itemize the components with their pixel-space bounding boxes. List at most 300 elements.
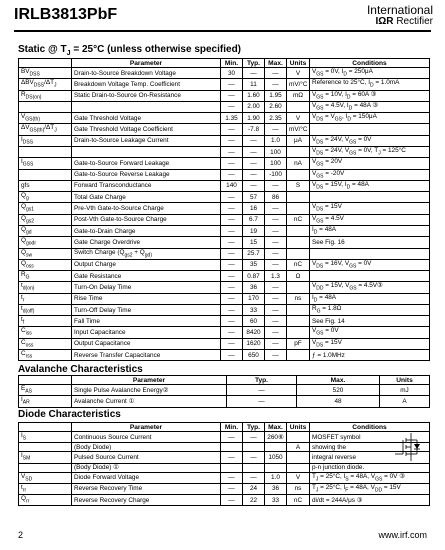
table-row xyxy=(19,432,430,443)
table-cell: 33 xyxy=(265,495,287,506)
column-header: Max. xyxy=(265,423,287,432)
table-cell: 6.7 xyxy=(243,214,265,225)
table-cell: Reverse Recovery Time xyxy=(72,483,221,494)
table-row xyxy=(19,282,430,293)
table-cell xyxy=(287,248,310,259)
table-cell: V xyxy=(287,472,310,483)
table-cell: (Body Diode) ① xyxy=(72,463,221,472)
table-cell xyxy=(287,192,310,203)
table-cell: Reference to 25°C, $I_D = 1.0mA$ xyxy=(310,79,430,90)
brand-logo xyxy=(367,5,433,27)
table-cell: — xyxy=(221,203,243,214)
table-cell: — xyxy=(265,316,287,327)
table-cell xyxy=(310,124,430,135)
table-cell: — xyxy=(221,192,243,203)
brand-rectifier: Rectifier xyxy=(396,16,433,27)
table-cell: μA xyxy=(287,135,310,146)
table-cell: — xyxy=(221,338,243,349)
table-row xyxy=(19,304,430,315)
table-cell: Drain-to-Source Breakdown Voltage xyxy=(72,68,221,79)
table-cell: — xyxy=(265,282,287,293)
table-cell: nA xyxy=(287,158,310,169)
table-cell: $t_{d(off)}$ xyxy=(19,304,72,315)
table-row xyxy=(19,68,430,79)
table-row xyxy=(19,79,430,90)
table-cell: Total Gate Charge xyxy=(72,192,221,203)
diode-table xyxy=(18,422,430,506)
static-title-rest: = 25°C (unless otherwise specified) xyxy=(70,44,242,55)
table-cell: 35 xyxy=(243,259,265,270)
table-cell: — xyxy=(221,79,243,90)
table-cell: $V_{GS(th)}$ xyxy=(19,113,72,124)
table-cell: — xyxy=(221,124,243,135)
table-cell xyxy=(19,443,72,452)
table-cell: — xyxy=(265,214,287,225)
page-number: 2 xyxy=(18,530,24,540)
table-cell xyxy=(287,225,310,236)
table-cell: Input Capacitance xyxy=(72,327,221,338)
table-cell: $R_G$ xyxy=(19,271,72,282)
table-cell: 15 xyxy=(243,237,265,248)
ir-logo: IΩR xyxy=(375,16,394,27)
table-cell xyxy=(287,304,310,315)
table-cell: $BV_{DSS}$ xyxy=(19,68,72,79)
table-cell: — xyxy=(227,396,297,407)
table-cell: $V_{GS} = 0V$ xyxy=(310,327,430,338)
table-cell: Turn-On Delay Time xyxy=(72,282,221,293)
table-cell: Turn-Off Delay Time xyxy=(72,304,221,315)
table-row xyxy=(19,385,430,396)
column-header xyxy=(19,423,72,432)
table-cell: — xyxy=(243,68,265,79)
table-cell: Gate Charge Overdrive xyxy=(72,237,221,248)
table-row xyxy=(19,169,430,180)
table-cell: — xyxy=(221,271,243,282)
table-cell: — xyxy=(265,259,287,270)
table-cell: $V_{GS} = -20V$ xyxy=(310,169,430,180)
table-cell: Gate Threshold Voltage xyxy=(72,113,221,124)
avalanche-table xyxy=(18,375,430,408)
table-cell: — xyxy=(265,124,287,135)
table-cell: 1.90 xyxy=(243,113,265,124)
table-cell: nC xyxy=(287,259,310,270)
table-row xyxy=(19,146,430,157)
table-cell: Avalanche Current ① xyxy=(72,396,227,407)
table-cell: $Q_g$ xyxy=(19,192,72,203)
table-cell: Output Capacitance xyxy=(72,338,221,349)
table-cell: — xyxy=(221,293,243,304)
mosfet-symbol-icon xyxy=(393,432,423,462)
table-cell: — xyxy=(243,180,265,191)
table-cell: 1.60 xyxy=(243,90,265,101)
table-cell: — xyxy=(221,158,243,169)
table-row xyxy=(19,237,430,248)
table-cell xyxy=(243,463,265,472)
table-cell: Pulsed Source Current xyxy=(72,452,221,463)
table-cell: 170 xyxy=(243,293,265,304)
table-cell: showing the xyxy=(310,443,430,452)
table-cell xyxy=(265,443,287,452)
table-cell: — xyxy=(221,432,243,443)
table-cell: — xyxy=(227,385,297,396)
diode-header-row xyxy=(19,423,430,432)
table-cell: 100 xyxy=(265,146,287,157)
table-cell: — xyxy=(221,483,243,494)
table-cell: $R_{DS(on)}$ xyxy=(19,90,72,101)
table-cell: A xyxy=(380,396,430,407)
table-cell: gfs xyxy=(19,180,72,191)
table-cell: $\Delta V_{GS(th)}/\Delta T_J$ xyxy=(19,124,72,135)
table-cell: Rise Time xyxy=(72,293,221,304)
table-cell: MOSFET symbol xyxy=(310,432,430,443)
table-cell: mJ xyxy=(380,385,430,396)
table-cell: Gate Resistance xyxy=(72,271,221,282)
static-table xyxy=(18,58,430,361)
table-cell: — xyxy=(221,146,243,157)
table-cell: $V_{DS} = 24V$, $V_{GS} = 0V$ xyxy=(310,135,430,146)
table-cell: — xyxy=(265,350,287,361)
table-cell: Drain-to-Source Leakage Current xyxy=(72,135,221,146)
table-cell: — xyxy=(221,225,243,236)
table-cell: mV/°C xyxy=(287,124,310,135)
table-cell: Breakdown Voltage Temp. Coefficient xyxy=(72,79,221,90)
table-cell: $I_{AR}$ xyxy=(19,396,72,407)
table-cell: A xyxy=(287,443,310,452)
table-cell: — xyxy=(221,327,243,338)
table-cell: $V_{GS} = 4.5V$, $I_D = 48A$ ③ xyxy=(310,101,430,112)
table-row xyxy=(19,443,430,452)
table-cell: 36 xyxy=(243,282,265,293)
table-row xyxy=(19,248,430,259)
table-cell: $Q_{rr}$ xyxy=(19,495,72,506)
table-cell: See Fig. 16 xyxy=(310,237,430,248)
table-cell: 520 xyxy=(297,385,380,396)
column-header: Conditions xyxy=(310,59,430,68)
table-cell: 260⑥ xyxy=(265,432,287,443)
table-cell: $I_{GSS}$ xyxy=(19,158,72,169)
table-cell: — xyxy=(265,338,287,349)
table-cell: V xyxy=(287,68,310,79)
table-cell: — xyxy=(243,169,265,180)
table-cell: — xyxy=(221,495,243,506)
table-cell: — xyxy=(265,237,287,248)
table-row xyxy=(19,495,430,506)
table-cell: -7.8 xyxy=(243,124,265,135)
table-cell: $V_{SD}$ xyxy=(19,472,72,483)
table-cell: $t_f$ xyxy=(19,316,72,327)
table-cell: Single Pulse Avalanche Energy② xyxy=(72,385,227,396)
table-row xyxy=(19,214,430,225)
table-cell: 33 xyxy=(243,304,265,315)
table-row xyxy=(19,316,430,327)
table-row xyxy=(19,472,430,483)
table-cell xyxy=(19,169,72,180)
table-cell: $t_r$ xyxy=(19,293,72,304)
table-cell: — xyxy=(265,327,287,338)
table-cell xyxy=(287,452,310,463)
table-cell xyxy=(287,169,310,180)
table-cell: — xyxy=(243,146,265,157)
table-row xyxy=(19,124,430,135)
table-cell xyxy=(310,271,430,282)
table-cell: Static Drain-to-Source On-Resistance xyxy=(72,90,221,101)
table-cell: — xyxy=(221,90,243,101)
table-cell: — xyxy=(243,432,265,443)
table-cell xyxy=(19,146,72,157)
table-cell xyxy=(287,316,310,327)
brand-sub xyxy=(367,16,433,27)
table-cell: mΩ xyxy=(287,90,310,101)
table-cell xyxy=(287,237,310,248)
table-cell xyxy=(221,463,243,472)
table-cell: $R_G = 1.8\Omega$ xyxy=(310,304,430,315)
table-cell: — xyxy=(221,237,243,248)
table-cell: Pre-Vth Gate-to-Source Charge xyxy=(72,203,221,214)
static-title xyxy=(18,44,241,57)
table-cell xyxy=(287,101,310,112)
table-cell: 1.0 xyxy=(265,472,287,483)
table-cell: — xyxy=(265,225,287,236)
table-cell: S xyxy=(287,180,310,191)
part-number: IRLB3813PbF xyxy=(14,6,118,23)
table-cell: 0.87 xyxy=(243,271,265,282)
column-header: Max. xyxy=(265,59,287,68)
table-cell: Fall Time xyxy=(72,316,221,327)
table-cell: 1.3 xyxy=(265,271,287,282)
table-cell: — xyxy=(243,452,265,463)
table-cell: $t_{rr}$ xyxy=(19,483,72,494)
table-row xyxy=(19,338,430,349)
table-row xyxy=(19,225,430,236)
table-cell: $V_{DS} = 16V$, $V_{GS} = 0V$ xyxy=(310,259,430,270)
table-row xyxy=(19,350,430,361)
column-header: Min. xyxy=(221,59,243,68)
column-header: Max. xyxy=(297,376,380,385)
table-cell: Gate-to-Source Forward Leakage xyxy=(72,158,221,169)
column-header: Parameter xyxy=(72,59,221,68)
table-cell: ns xyxy=(287,293,310,304)
table-cell: — xyxy=(243,158,265,169)
table-cell: $I_S$ xyxy=(19,432,72,443)
table-cell: $V_{GS} = 0V$, $I_D = 250\mu A$ xyxy=(310,68,430,79)
table-cell: $C_{iss}$ xyxy=(19,327,72,338)
table-cell xyxy=(287,203,310,214)
table-cell: — xyxy=(265,203,287,214)
table-cell: $V_{GS} = 10V$, $I_D = 60A$ ③ xyxy=(310,90,430,101)
table-row xyxy=(19,90,430,101)
table-cell: 2.00 xyxy=(243,101,265,112)
table-cell: $V_{DS} = 15V$, $I_D = 48A$ xyxy=(310,180,430,191)
table-cell: nC xyxy=(287,495,310,506)
table-cell: 57 xyxy=(243,192,265,203)
table-cell: Diode Forward Voltage xyxy=(72,472,221,483)
table-cell: $I_{DSS}$ xyxy=(19,135,72,146)
footer-url: www.irf.com xyxy=(378,530,427,540)
table-cell: nC xyxy=(287,214,310,225)
column-header: Min. xyxy=(221,423,243,432)
table-cell: $C_{rss}$ xyxy=(19,350,72,361)
table-cell: — xyxy=(221,259,243,270)
table-cell: $I_D = 48A$ xyxy=(310,293,430,304)
table-cell: 650 xyxy=(243,350,265,361)
static-title-sub: J xyxy=(66,50,71,57)
table-cell: 1.95 xyxy=(265,90,287,101)
table-cell: $I_D = 48A$ xyxy=(310,225,430,236)
table-cell: 16 xyxy=(243,203,265,214)
column-header: Typ. xyxy=(243,423,265,432)
table-cell: Gate-to-Drain Charge xyxy=(72,225,221,236)
table-cell: $E_{AS}$ xyxy=(19,385,72,396)
column-header: Parameter xyxy=(72,376,227,385)
table-cell: 1620 xyxy=(243,338,265,349)
column-header: Units xyxy=(380,376,430,385)
table-row xyxy=(19,113,430,124)
table-cell: 8420 xyxy=(243,327,265,338)
table-cell: 25.7 xyxy=(243,248,265,259)
table-cell: — xyxy=(221,169,243,180)
table-cell: mV/°C xyxy=(287,79,310,90)
table-cell: 11 xyxy=(243,79,265,90)
table-cell xyxy=(287,146,310,157)
table-cell xyxy=(19,101,72,112)
table-cell: -100 xyxy=(265,169,287,180)
table-cell xyxy=(72,146,221,157)
table-cell: $V_{DS} = 15V$ xyxy=(310,203,430,214)
table-cell xyxy=(72,101,221,112)
table-row xyxy=(19,293,430,304)
table-cell: V xyxy=(287,113,310,124)
table-cell: — xyxy=(265,180,287,191)
table-cell: $V_{DS} = 24V$, $V_{GS} = 0V$, $T_J = 125^\circ C$ xyxy=(310,146,430,157)
table-cell: — xyxy=(243,472,265,483)
table-cell xyxy=(243,443,265,452)
table-cell xyxy=(221,443,243,452)
column-header xyxy=(19,59,72,68)
table-cell xyxy=(265,463,287,472)
table-cell: Switch Charge ($Q_{gs2} + Q_{gd)}$ xyxy=(72,248,221,259)
static-title-prefix: Static @ T xyxy=(18,44,67,55)
table-cell: Continuous Source Current xyxy=(72,432,221,443)
table-cell xyxy=(310,248,430,259)
table-cell: — xyxy=(243,135,265,146)
table-cell: $Q_{gd}$ xyxy=(19,225,72,236)
table-cell: — xyxy=(265,79,287,90)
table-row xyxy=(19,135,430,146)
table-cell: $Q_{gs1}$ xyxy=(19,203,72,214)
table-cell: — xyxy=(265,293,287,304)
table-row xyxy=(19,452,430,463)
table-cell: Gate-to-Source Reverse Leakage xyxy=(72,169,221,180)
table-cell: Output Charge xyxy=(72,259,221,270)
table-row xyxy=(19,463,430,472)
table-cell: 100 xyxy=(265,158,287,169)
table-cell: — xyxy=(221,316,243,327)
table-cell: 48 xyxy=(297,396,380,407)
table-row xyxy=(19,271,430,282)
table-cell: $T_J = 25^\circ C$, $I_F = 48A$, $V_{DD} = 15V$ xyxy=(310,483,430,494)
table-row xyxy=(19,192,430,203)
table-cell: 86 xyxy=(265,192,287,203)
table-cell: $T_J = 25^\circ C$, $I_S = 48A$, $V_{GS} = 0V$ ③ xyxy=(310,472,430,483)
table-row xyxy=(19,101,430,112)
table-cell xyxy=(287,350,310,361)
table-cell: Post-Vth Gate-to-Source Charge xyxy=(72,214,221,225)
table-cell xyxy=(287,327,310,338)
table-row xyxy=(19,259,430,270)
column-header: Typ. xyxy=(227,376,297,385)
table-cell: integral reverse xyxy=(310,452,430,463)
table-cell: Ω xyxy=(287,271,310,282)
table-cell: 1.0 xyxy=(265,135,287,146)
table-row xyxy=(19,203,430,214)
table-cell: $Q_{gs2}$ xyxy=(19,214,72,225)
avalanche-title: Avalanche Characteristics xyxy=(18,364,143,375)
table-row xyxy=(19,158,430,169)
table-cell: 60 xyxy=(243,316,265,327)
table-cell: di/dt = 244A/μs ③ xyxy=(310,495,430,506)
table-cell: See Fig. 14 xyxy=(310,316,430,327)
table-cell: pF xyxy=(287,338,310,349)
table-cell: Reverse Transfer Capacitance xyxy=(72,350,221,361)
table-cell: $V_{GS} = 20V$ xyxy=(310,158,430,169)
table-cell: Forward Transconductance xyxy=(72,180,221,191)
table-cell: $Q_{godr}$ xyxy=(19,237,72,248)
table-cell xyxy=(310,192,430,203)
table-cell: $V_{DS} = 15V$ xyxy=(310,338,430,349)
table-cell: — xyxy=(221,282,243,293)
header-rule xyxy=(14,30,431,32)
table-cell: Gate Threshold Voltage Coefficient xyxy=(72,124,221,135)
table-cell xyxy=(19,463,72,472)
brand-name: International xyxy=(366,3,433,17)
table-cell: $C_{oss}$ xyxy=(19,338,72,349)
table-cell xyxy=(287,463,310,472)
table-row xyxy=(19,483,430,494)
table-cell: — xyxy=(221,135,243,146)
table-cell: — xyxy=(265,248,287,259)
table-cell: 2.35 xyxy=(265,113,287,124)
table-cell xyxy=(287,282,310,293)
table-cell: $V_{DS} = V_{GS}$, $I_D = 150\mu A$ xyxy=(310,113,430,124)
table-cell: — xyxy=(221,248,243,259)
table-cell: — xyxy=(265,68,287,79)
column-header: Typ. xyxy=(243,59,265,68)
table-cell: $t_{d(on)}$ xyxy=(19,282,72,293)
table-cell: — xyxy=(221,350,243,361)
column-header: Units xyxy=(287,423,310,432)
table-cell: 2.60 xyxy=(265,101,287,112)
column-header: Parameter xyxy=(72,423,221,432)
table-cell: $Q_{oss}$ xyxy=(19,259,72,270)
table-cell: Reverse Recovery Charge xyxy=(72,495,221,506)
table-cell: 24 xyxy=(243,483,265,494)
table-cell: — xyxy=(221,452,243,463)
table-cell xyxy=(287,432,310,443)
table-cell: (Body Diode) xyxy=(72,443,221,452)
table-cell: $V_{DD} = 15V$, $V_{GS}$ = 4.5V③ xyxy=(310,282,430,293)
table-row xyxy=(19,327,430,338)
table-cell: 36 xyxy=(265,483,287,494)
table-cell: — xyxy=(221,214,243,225)
table-cell: ns xyxy=(287,483,310,494)
table-cell: 30 xyxy=(221,68,243,79)
table-cell: $V_{GS} = 4.5V$ xyxy=(310,214,430,225)
table-cell: $\Delta BV_{DSS}/\Delta T_J$ xyxy=(19,79,72,90)
static-header-row xyxy=(19,59,430,68)
table-cell: — xyxy=(221,472,243,483)
diode-title: Diode Characteristics xyxy=(18,409,121,420)
table-cell: $Q_{sw}$ xyxy=(19,248,72,259)
